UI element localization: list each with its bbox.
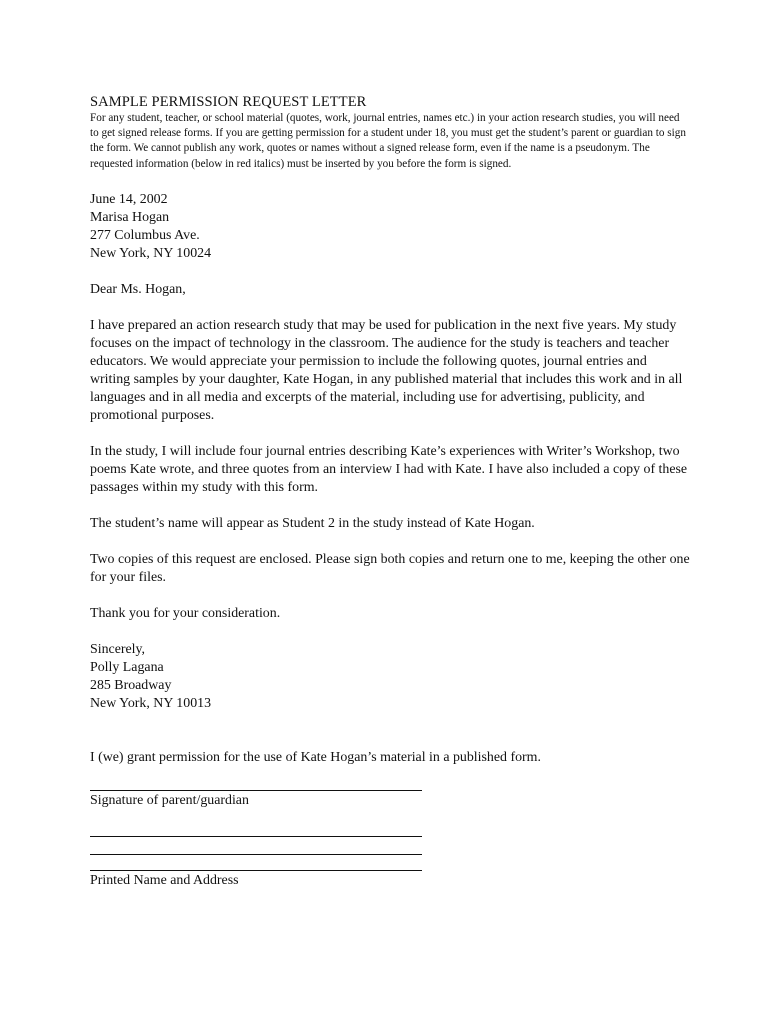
signature-line[interactable] xyxy=(90,790,422,791)
sender-city: New York, NY 10013 xyxy=(90,695,212,711)
printed-name-label: Printed Name and Address xyxy=(90,872,239,888)
letter-body xyxy=(90,191,690,890)
grant-statement: I (we) grant permission for the use of Kate Hogan’s material in a published form. xyxy=(90,749,541,765)
paragraph-student-name: The student’s name will appear as Student 2 in the study instead of Kate Hogan. xyxy=(90,515,535,531)
recipient-city: New York, NY 10024 xyxy=(90,245,212,261)
paragraph-thanks: Thank you for your consideration. xyxy=(90,605,281,621)
recipient-address xyxy=(90,209,690,263)
salutation: Dear Ms. Hogan, xyxy=(90,281,186,297)
sender-street: 285 Broadway xyxy=(90,677,172,693)
letter-title: SAMPLE PERMISSION REQUEST LETTER xyxy=(90,94,367,110)
recipient-name: Marisa Hogan xyxy=(90,209,170,225)
sender-name: Polly Lagana xyxy=(90,659,164,675)
printed-name-line-3[interactable] xyxy=(90,870,422,871)
signature-label: Signature of parent/guardian xyxy=(90,792,249,808)
recipient-street: 277 Columbus Ave. xyxy=(90,227,200,243)
printed-name-line-2[interactable] xyxy=(90,854,422,855)
letter-date: June 14, 2002 xyxy=(90,191,168,207)
letter-page xyxy=(90,94,690,890)
paragraph-copies: Two copies of this request are enclosed. Please sign both copies and return one to me, keeping the other one for your files. xyxy=(90,551,690,585)
intro-instructions: For any student, teacher, or school material (quotes, work, journal entries, names etc.) in your action research studies, you will need to get signed release forms. If you are getting permission for a student under 18, you must get the student’s parent or guardian to sign the form. We cannot publish any work, quotes or names without a signed release form, even if the name is a pseudonym. The requested information (below in red italics) must be inserted by you before the form is signed. xyxy=(90,112,686,170)
closing: Sincerely, xyxy=(90,641,146,657)
paragraph-purpose: I have prepared an action research study that may be used for publication in the next five years. My study focuses on the impact of technology in the classroom. The audience for the study is teachers and teacher educators. We would appreciate your permission to include the following quotes, journal entries and writing samples by your daughter, Kate Hogan, in any published material that includes this work and in all languages and in all media and excerpts of the material, including use for advertising, publicity, and promotional purposes. xyxy=(90,317,683,423)
sender-block xyxy=(90,641,690,713)
paragraph-contents: In the study, I will include four journal entries describing Kate’s experiences with Writer’s Workshop, two poems Kate wrote, and three quotes from an interview I had with Kate. I have also included a copy of these passages within my study with this form. xyxy=(90,443,688,495)
printed-name-line-1[interactable] xyxy=(90,836,422,837)
